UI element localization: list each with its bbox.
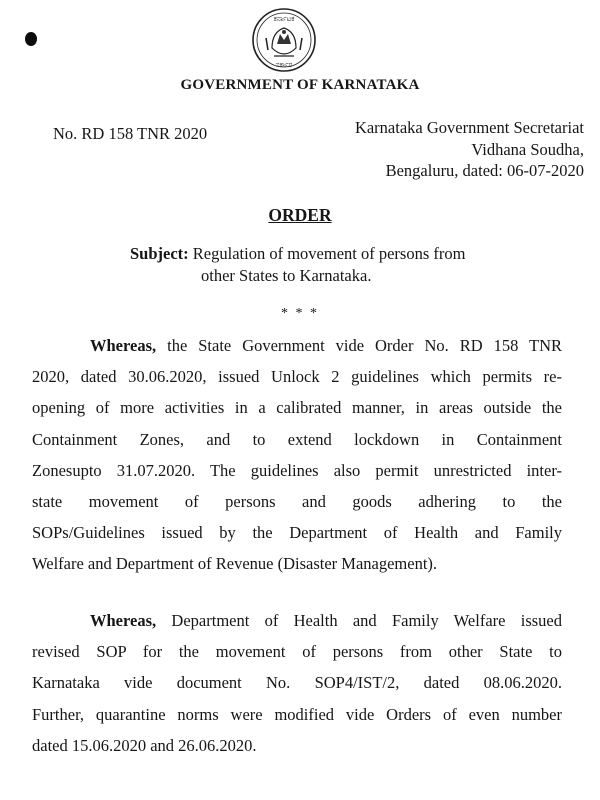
paragraph-line: Welfare and Department of Revenue (Disaster Management). xyxy=(32,554,438,574)
government-heading: GOVERNMENT OF KARNATAKA xyxy=(180,77,420,93)
address-line: Bengaluru, dated: 06-07-2020 xyxy=(385,161,584,180)
address-line: Karnataka Government Secretariat xyxy=(354,118,584,137)
emblem-top-text: ಕರ್ನಾಟಕ xyxy=(273,15,295,23)
paragraph-text: Department of Health and Family Welfare issued xyxy=(156,611,562,630)
subject-line: other States to Karnataka. xyxy=(201,265,372,285)
paragraph-1 xyxy=(32,330,562,580)
paragraph-2 xyxy=(32,605,562,761)
paragraph-line: 2020, dated 30.06.2020, issued Unlock 2 guidelines which permits re- xyxy=(32,367,562,387)
reference-number: No. RD 158 TNR 2020 xyxy=(53,124,208,143)
paragraph-line: Containment Zones, and to extend lockdown in Containment xyxy=(32,429,562,449)
paragraph-line: opening of more activities in a calibrated manner, in areas outside the xyxy=(32,398,562,418)
address-block xyxy=(355,117,584,182)
section-separator: * * * xyxy=(281,306,319,321)
subject-label: Subject: xyxy=(130,244,189,263)
paragraph-line: SOPs/Guidelines issued by the Department of Health and Family xyxy=(32,523,562,543)
paragraph-line: Zonesupto 31.07.2020. The guidelines also permit unrestricted inter- xyxy=(32,460,562,480)
paragraph-line: revised SOP for the movement of persons from other State to xyxy=(32,642,562,662)
page-dot-mark xyxy=(25,32,37,46)
paragraph-line: Further, quarantine norms were modified vide Orders of even number xyxy=(32,704,562,724)
subject-line: Regulation of movement of persons from xyxy=(192,244,466,263)
paragraph-line: Karnataka vide document No. SOP4/IST/2, dated 08.06.2020. xyxy=(32,673,562,693)
paragraph-line xyxy=(32,330,562,361)
address-line: Vidhana Soudha, xyxy=(471,139,584,159)
order-title: ORDER xyxy=(268,205,332,225)
subject-block xyxy=(130,243,465,286)
paragraph-line: state movement of persons and goods adhering to the xyxy=(32,492,562,512)
karnataka-emblem-icon xyxy=(250,4,318,76)
paragraph-text: the State Government vide Order No. RD 158 TNR xyxy=(156,336,562,355)
emblem-bottom-text: ಸರ್ಕಾರ xyxy=(275,61,293,69)
paragraph-lead: Whereas, xyxy=(90,336,157,355)
paragraph-lead: Whereas, xyxy=(90,611,157,630)
paragraph-line xyxy=(32,605,562,636)
paragraph-line: dated 15.06.2020 and 26.06.2020. xyxy=(32,735,257,755)
